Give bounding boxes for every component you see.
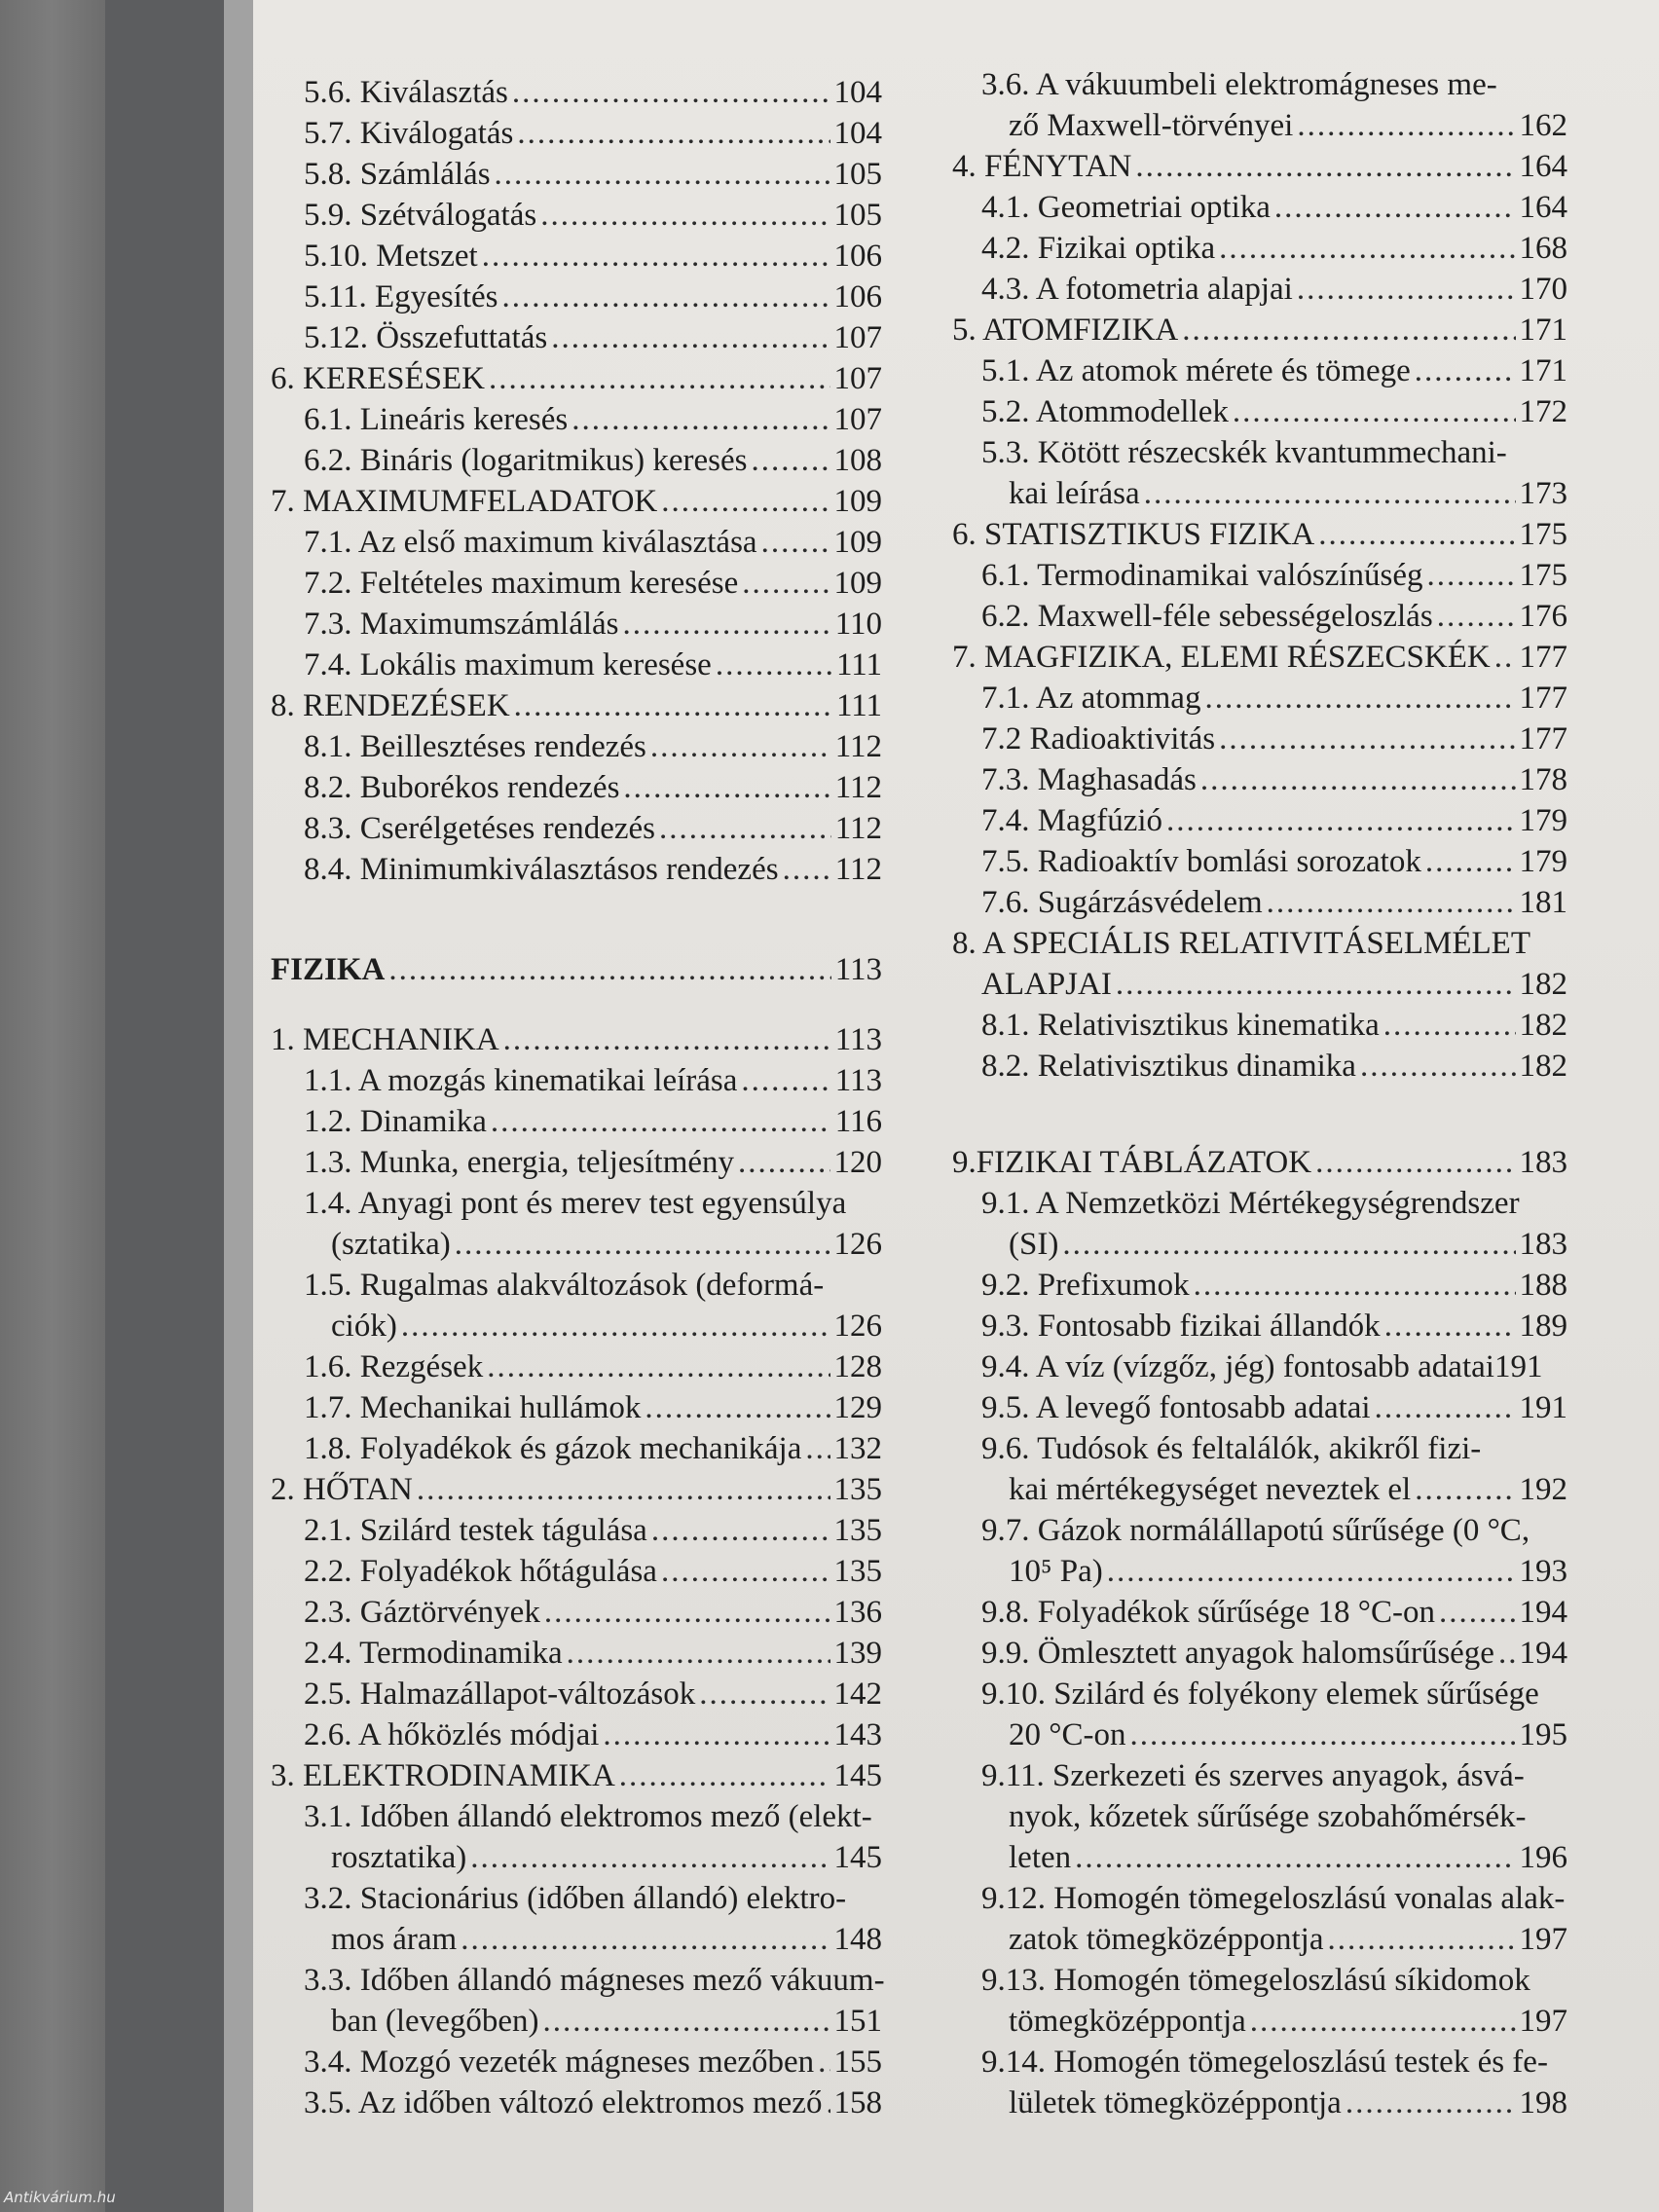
toc-section-entry: 6. STATISZTIKUS FIZIKA ..... 175 [952,514,1567,555]
toc-section-entry: 9.FIZIKAI TÁBLÁZATOK ..... 183 [952,1142,1567,1183]
toc-entry: 8.1. Relativisztikus kinematika ..... 182 [952,1005,1567,1046]
toc-entry: 9.14. Homogén tömegeloszlású testek és fe- lületek tömegközéppontja ..... 198 [952,2042,1567,2123]
toc-entry: 9.3. Fontosabb fizikai állandók ..... 189 [952,1306,1567,1346]
toc-section-entry: 2. HŐTAN ..... 135 [271,1469,882,1510]
toc-entry: 5.6. Kiválasztás ..... 104 [271,72,882,113]
toc-entry: 8.4. Minimumkiválasztásos rendezés ..... 112 [271,849,882,890]
toc-entry: 7.4. Lokális maximum keresése ..... 111 [271,645,882,685]
toc-entry: 9.2. Prefixumok ..... 188 [952,1265,1567,1306]
toc-entry: 8.2. Buborékos rendezés ..... 112 [271,767,882,808]
toc-entry: 6.2. Bináris (logaritmikus) keresés ..... 108 [271,440,882,481]
toc-entry: 9.8. Folyadékok sűrűsége 18 °C-on ..... 194 [952,1592,1567,1633]
toc-section-entry: 7. MAGFIZIKA, ELEMI RÉSZECSKÉK ..... 177 [952,637,1567,678]
toc-entry: 1.3. Munka, energia, teljesítmény ..... 120 [271,1142,882,1183]
toc-entry: 5.7. Kiválogatás ..... 104 [271,113,882,154]
toc-entry: 2.6. A hőközlés módjai ..... 143 [271,1714,882,1755]
toc-entry: 4.1. Geometriai optika ..... 164 [952,187,1567,228]
toc-entry: 5.10. Metszet ..... 106 [271,236,882,276]
toc-entry: 7.5. Radioaktív bomlási sorozatok ..... 179 [952,841,1567,882]
toc-entry: 4.3. A fotometria alapjai ..... 170 [952,269,1567,310]
toc-entry: 9.11. Szerkezeti és szerves anyagok, ásvá- nyok, kőzetek sűrűsége szobahőmérsék- leten ..... 196 [952,1755,1567,1878]
toc-entry: 4.2. Fizikai optika ..... 168 [952,228,1567,269]
toc-entry: 3.6. A vákuumbeli elektromágneses me- ző Maxwell-törvényei ..... 162 [952,64,1567,146]
toc-entry: 2.4. Termodinamika ..... 139 [271,1633,882,1674]
toc-entry: 7.2. Feltételes maximum keresése ..... 109 [271,563,882,604]
toc-entry: 1.4. Anyagi pont és merev test egyensúlya (sztatika) ..... 126 [271,1183,882,1265]
toc-entry: 2.1. Szilárd testek tágulása ..... 135 [271,1510,882,1551]
toc-entry: 9.1. A Nemzetközi Mértékegységrendszer (SI) ..... 183 [952,1183,1567,1265]
toc-part-heading: FIZIKA ..... 113 [271,949,882,990]
toc-entry: 9.5. A levegő fontosabb adatai ..... 191 [952,1387,1567,1428]
toc-entry: 6.2. Maxwell-féle sebességeloszlás ..... 176 [952,596,1567,637]
toc-entry: 9.7. Gázok normálállapotú sűrűsége (0 °C, 10⁵ Pa) ..... 193 [952,1510,1567,1592]
toc-entry: 9.6. Tudósok és feltalálók, akikről fizi- kai mértékegységet neveztek el ..... 192 [952,1428,1567,1510]
toc-entry: 8.1. Beillesztéses rendezés ..... 112 [271,726,882,767]
toc-entry: 5.12. Összefuttatás ..... 107 [271,317,882,358]
toc-entry: 1.7. Mechanikai hullámok ..... 129 [271,1387,882,1428]
toc-entry: 7.3. Maghasadás ..... 178 [952,759,1567,800]
toc-entry: 7.6. Sugárzásvédelem ..... 181 [952,882,1567,923]
toc-entry: 5.8. Számlálás ..... 105 [271,154,882,195]
toc-entry: 5.11. Egyesítés ..... 106 [271,276,882,317]
toc-entry: 9.13. Homogén tömegeloszlású síkidomok tömegközéppontja ..... 197 [952,1960,1567,2042]
toc-section-entry: 4. FÉNYTAN ..... 164 [952,146,1567,187]
toc-section-entry: 8. A SPECIÁLIS RELATIVITÁSELMÉLET ALAPJAI ..... 182 [952,923,1567,1005]
toc-entry: 1.8. Folyadékok és gázok mechanikája ..... 132 [271,1428,882,1469]
toc-entry: 1.6. Rezgések ..... 128 [271,1346,882,1387]
toc-entry: 5.2. Atommodellek ..... 172 [952,391,1567,432]
toc-entry: 7.1. Az első maximum kiválasztása ..... 109 [271,522,882,563]
toc-entry: 1.2. Dinamika ..... 116 [271,1101,882,1142]
toc-entry: 5.9. Szétválogatás ..... 105 [271,195,882,236]
book-gutter [105,0,224,2212]
toc-entry: 2.5. Halmazállapot-változások ..... 142 [271,1674,882,1714]
toc-entry: 7.4. Magfúzió ..... 179 [952,800,1567,841]
toc-entry: 8.2. Relativisztikus dinamika ..... 182 [952,1046,1567,1087]
toc-section-entry: 7. MAXIMUMFELADATOK ..... 109 [271,481,882,522]
toc-entry: 9.12. Homogén tömegeloszlású vonalas alak- zatok tömegközéppontja ..... 197 [952,1878,1567,1960]
toc-entry: 3.3. Időben állandó mágneses mező vákuum- ban (levegőben) ..... 151 [271,1960,882,2042]
toc-entry: 9.4. A víz (vízgőz, jég) fontosabb adatai 191 [981,1349,1543,1384]
book-spine-shadow [0,0,115,2212]
toc-entry: 5.3. Kötött részecskék kvantummechani- kai leírása ..... 173 [952,432,1567,514]
toc-entry: 7.1. Az atommag ..... 177 [952,678,1567,719]
toc-entry: 1.1. A mozgás kinematikai leírása ..... 113 [271,1060,882,1101]
toc-entry: 2.3. Gáztörvények ..... 136 [271,1592,882,1633]
toc-entry: 5.1. Az atomok mérete és tömege ..... 171 [952,350,1567,391]
toc-section-entry: 1. MECHANIKA ..... 113 [271,1019,882,1060]
toc-entry: 2.2. Folyadékok hőtágulása ..... 135 [271,1551,882,1592]
toc-entry: 8.3. Cserélgetéses rendezés ..... 112 [271,808,882,849]
toc-entry: 1.5. Rugalmas alakváltozások (deformá- ciók) ..... 126 [271,1265,882,1346]
toc-entry: 7.2 Radioaktivitás ..... 177 [952,719,1567,759]
toc-entry: 9.9. Ömlesztett anyagok halomsűrűsége ..... 194 [952,1633,1567,1674]
toc-entry: 3.4. Mozgó vezeték mágneses mezőben ..... 155 [271,2042,882,2083]
book-gutter-edge [224,0,253,2212]
toc-section-entry: 5. ATOMFIZIKA ..... 171 [952,310,1567,350]
toc-entry: 6.1. Lineáris keresés ..... 107 [271,399,882,440]
toc-entry: 6.1. Termodinamikai valószínűség ..... 175 [952,555,1567,596]
toc-entry: 3.5. Az időben változó elektromos mező ..... 158 [271,2083,882,2123]
toc-entry: 9.10. Szilárd és folyékony elemek sűrűsége 20 °C-on ..... 195 [952,1674,1567,1755]
toc-section-entry: 6. KERESÉSEK ..... 107 [271,358,882,399]
toc-entry: 7.3. Maximumszámlálás ..... 110 [271,604,882,645]
toc-section-entry: 3. ELEKTRODINAMIKA ..... 145 [271,1755,882,1796]
toc-entry: 3.2. Stacionárius (időben állandó) elektro- mos áram ..... 148 [271,1878,882,1960]
toc-section-entry: 8. RENDEZÉSEK ..... 111 [271,685,882,726]
watermark-text: Antikvárium.hu [4,2189,116,2206]
toc-entry: 3.1. Időben állandó elektromos mező (elekt- rosztatika) ..... 145 [271,1796,882,1878]
